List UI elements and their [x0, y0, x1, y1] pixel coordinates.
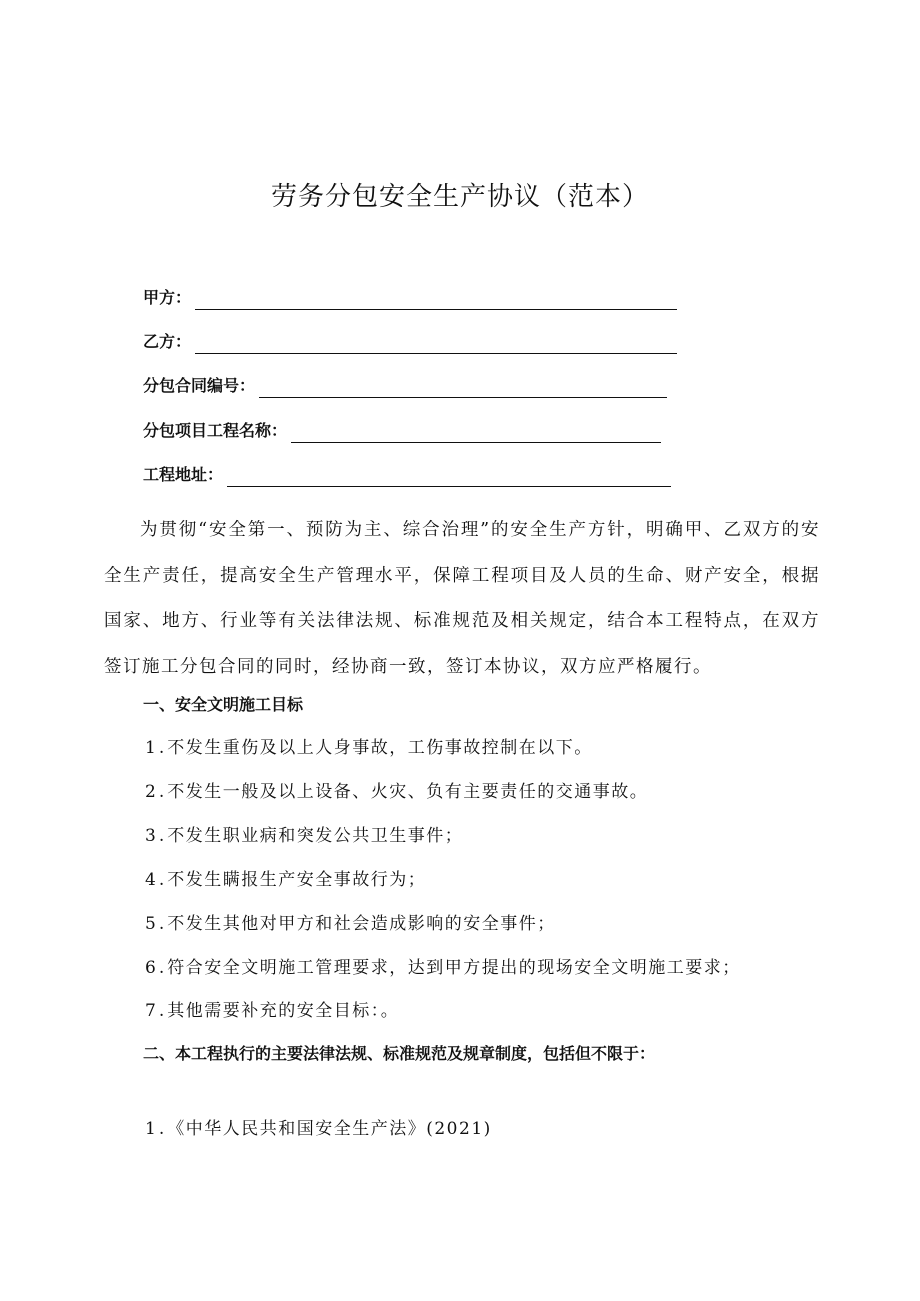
project-address-blank-line[interactable]	[227, 468, 671, 487]
project-address-field	[143, 463, 671, 487]
project-name-label: 分包项目工程名称：	[143, 421, 288, 440]
item-text: 《中华人民共和国安全生产法》(2021)	[167, 1119, 492, 1139]
project-name-blank-line[interactable]	[291, 424, 661, 443]
party-a-field	[143, 286, 677, 310]
item-text: 不发生重伤及以上人身事故，工伤事故控制在以下。	[167, 738, 593, 758]
item-number: 4.	[145, 870, 168, 890]
party-b-blank-line[interactable]	[195, 335, 677, 354]
item-text: 符合安全文明施工管理要求，达到甲方提出的现场安全文明施工要求；	[167, 958, 741, 978]
section-1-heading: 一、安全文明施工目标	[143, 695, 304, 714]
item-number: 3.	[145, 826, 168, 846]
section-1-item	[145, 909, 556, 934]
project-address-label: 工程地址：	[143, 465, 224, 484]
party-b-label: 乙方：	[143, 332, 192, 351]
item-text: 不发生其他对甲方和社会造成影响的安全事件；	[167, 914, 556, 934]
item-number: 6.	[145, 958, 168, 978]
contract-number-label: 分包合同编号：	[143, 376, 256, 395]
item-number: 2.	[145, 782, 168, 802]
party-a-label: 甲方：	[143, 288, 192, 307]
contract-number-blank-line[interactable]	[259, 379, 667, 398]
intro-paragraph: 为贯彻“安全第一、预防为主、综合治理”的安全生产方针，明确甲、乙双方的安全生产责任，提高安全生产管理水平，保障工程项目及人员的生命、财产安全，根据国家、地方、行业等有关法律法规、标准规范及相关规定，结合本工程特点，在双方签订施工分包合同的同时，经协商一致，签订本协议，双方应严格履行。	[104, 520, 820, 677]
section-1-item	[145, 733, 593, 758]
item-text: 其他需要补充的安全目标：。	[167, 1001, 400, 1021]
section-1-item	[145, 821, 463, 846]
section-2-item	[145, 1114, 492, 1139]
item-text: 不发生职业病和突发公共卫生事件；	[167, 826, 464, 846]
party-a-blank-line[interactable]	[195, 291, 677, 310]
project-name-field	[143, 419, 661, 443]
section-1-item	[145, 953, 741, 978]
item-number: 1.	[145, 1119, 168, 1139]
item-number: 1.	[145, 738, 168, 758]
party-b-field	[143, 330, 677, 354]
item-number: 5.	[145, 914, 168, 934]
section-2-heading: 二、本工程执行的主要法律法规、标准规范及规章制度，包括但不限于：	[143, 1044, 656, 1063]
section-1-item	[145, 996, 399, 1021]
item-number: 7.	[145, 1001, 168, 1021]
document-title: 劳务分包安全生产协议（范本）	[270, 182, 649, 212]
item-text: 不发生一般及以上设备、火灾、负有主要责任的交通事故。	[167, 782, 649, 802]
section-1-item	[145, 777, 648, 802]
item-text: 不发生瞒报生产安全事故行为；	[167, 870, 427, 890]
contract-number-field	[143, 374, 667, 398]
section-1-item	[145, 865, 426, 890]
